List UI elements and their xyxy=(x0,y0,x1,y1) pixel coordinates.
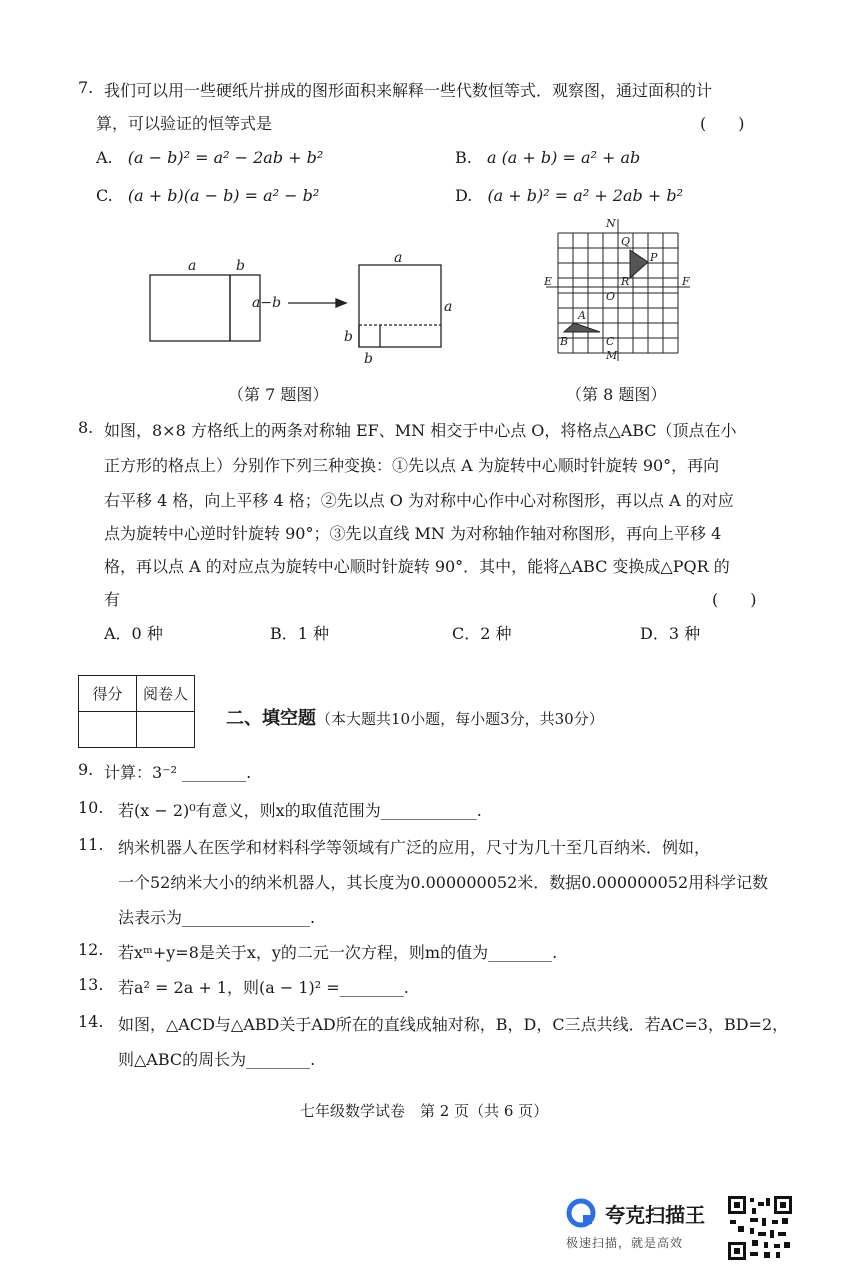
q7-option-b: B. a (a + b) = a² + ab xyxy=(455,148,641,167)
q7-option-c: C. (a + b)(a − b) = a² − b² xyxy=(96,186,320,205)
q7-caption: （第 7 题图） xyxy=(228,385,329,404)
page-footer: 七年级数学试卷 第 2 页（共 6 页） xyxy=(300,1102,549,1120)
q11-line3: 法表示为________________. xyxy=(118,908,316,927)
q7-line1: 我们可以用一些硬纸片拼成的图形面积来解释一些代数恒等式．观察图，通过面积的计 xyxy=(104,81,713,100)
q8-label-q: Q xyxy=(621,235,631,248)
q8-number: 8. xyxy=(78,418,94,437)
q12-number: 12. xyxy=(78,940,104,959)
q14-line1: 如图，△ACD与△ABD关于AD所在的直线成轴对称，B，D，C三点共线．若AC=3，BD=2， xyxy=(118,1015,789,1034)
q7-option-d: D. (a + b)² = a² + 2ab + b² xyxy=(455,186,683,205)
triangle-pqr xyxy=(630,250,648,278)
q7-right-square xyxy=(359,265,441,347)
q8-line2: 正方形的格点上）分别作下列三种变换：①先以点 A 为旋转中心顺时针旋转 90°，再向 xyxy=(104,456,720,475)
q11-number: 11. xyxy=(78,835,104,854)
scanner-brand: 夸克扫描王 xyxy=(605,1202,706,1227)
q14-line2: 则△ABC的周长为________. xyxy=(118,1050,316,1069)
q7-option-a: A. (a − b)² = a² − 2ab + b² xyxy=(96,148,324,167)
section-heading xyxy=(226,704,604,730)
score-table xyxy=(78,675,195,748)
q7-figure xyxy=(140,245,470,370)
q14-number: 14. xyxy=(78,1012,104,1031)
triangle-abc xyxy=(564,323,600,332)
q8-line4: 点为旋转中心逆时针旋转 90°；③先以直线 MN 为对称轴作轴对称图形，再向上平移 4 xyxy=(104,524,722,543)
q7-label-b-bottom: b xyxy=(364,351,373,367)
q13-number: 13. xyxy=(78,975,104,994)
q13-text: 若a² = 2a + 1，则(a − 1)² =________. xyxy=(118,978,409,997)
q9-text: 计算：3⁻² ________. xyxy=(104,763,252,782)
q7-answer-paren: ( ) xyxy=(700,114,745,133)
q7-label-b-top: b xyxy=(236,258,245,274)
qr-code-icon xyxy=(728,1196,792,1260)
q8-answer-paren: ( ) xyxy=(712,590,757,609)
q7-line2: 算，可以验证的恒等式是 xyxy=(96,114,273,133)
q8-option-a: A．0 种 xyxy=(104,624,163,643)
q8-line1: 如图，8×8 方格纸上的两条对称轴 EF、MN 相交于中心点 O，将格点△ABC（顶点在小 xyxy=(104,421,737,440)
q8-label-n: N xyxy=(606,217,616,230)
q10-text: 若(x − 2)⁰有意义，则x的取值范围为____________. xyxy=(118,801,482,820)
scanner-logo-icon xyxy=(566,1198,596,1228)
q7-label-a-top: a xyxy=(188,258,197,274)
scanner-slogan: 极速扫描，就是高效 xyxy=(566,1236,684,1250)
q8-caption: （第 8 题图） xyxy=(566,385,667,404)
q8-option-d: D．3 种 xyxy=(640,624,701,643)
score-cell[interactable] xyxy=(79,712,137,748)
q7-label-a-square-top: a xyxy=(394,250,403,266)
q8-figure xyxy=(540,215,700,365)
q7-left-rectangle xyxy=(150,275,260,341)
q9-number: 9. xyxy=(78,760,94,779)
q8-label-b: B xyxy=(560,335,569,348)
q8-label-f: F xyxy=(682,275,690,288)
q7-label-b-left: b xyxy=(344,329,353,345)
q8-option-c: C．2 种 xyxy=(452,624,512,643)
q7-number: 7. xyxy=(78,78,94,97)
q8-option-b: B．1 种 xyxy=(270,624,330,643)
score-label: 得分 xyxy=(79,676,137,712)
q7-label-a-square-side: a xyxy=(444,299,453,315)
q8-label-r: R xyxy=(621,275,630,288)
q8-line6: 有 xyxy=(104,590,121,609)
q8-label-m: M xyxy=(606,349,618,362)
q11-line2: 一个52纳米大小的纳米机器人，其长度为0.000000052米．数据0.000000052用科学记数 xyxy=(118,873,769,892)
section-title: 二、填空题 xyxy=(226,708,316,729)
q7-label-a-minus-b: a−b xyxy=(252,295,282,311)
q11-line1: 纳米机器人在医学和材料科学等领域有广泛的应用，尺寸为几十至几百纳米．例如， xyxy=(118,838,711,857)
q8-label-p: P xyxy=(650,251,658,264)
grader-label: 阅卷人 xyxy=(137,676,195,712)
q10-number: 10. xyxy=(78,798,104,817)
q8-label-o: O xyxy=(606,290,616,303)
q8-line5: 格，再以点 A 的对应点为旋转中心顺时针旋转 90°．其中，能将△ABC 变换成△PQR 的 xyxy=(104,557,730,576)
q8-label-a: A xyxy=(578,309,586,322)
q8-label-e: E xyxy=(544,275,553,288)
arrow-icon xyxy=(288,299,346,307)
q8-label-c: C xyxy=(606,335,615,348)
q8-line3: 右平移 4 格，向上平移 4 格；②先以点 O 为对称中心作中心对称图形，再以点 A 的对应 xyxy=(104,491,734,510)
section-note: （本大题共10小题，每小题3分，共30分） xyxy=(316,710,604,728)
grader-cell[interactable] xyxy=(137,712,195,748)
q12-text: 若xᵐ+y=8是关于x，y的二元一次方程，则m的值为________. xyxy=(118,943,558,962)
scanner-watermark xyxy=(566,1198,705,1251)
